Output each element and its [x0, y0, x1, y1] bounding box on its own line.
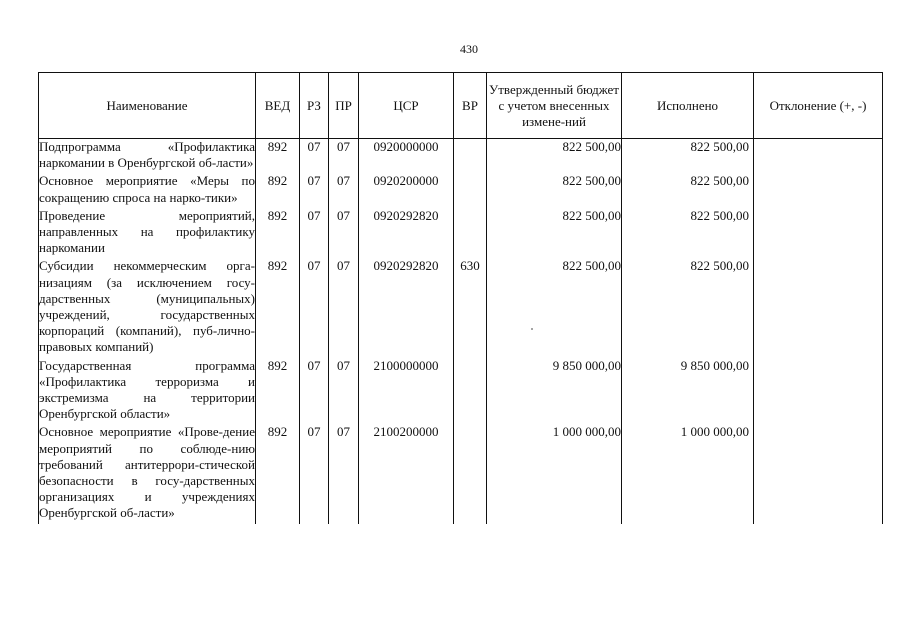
row-pr: 07 — [329, 358, 359, 425]
row-name: Субсидии некоммерческим орга-низациям (за исключением госу-дарственных (муниципальных) учреждений, государственных корпораций (компаний), пуб-лично-правовых компаний) — [39, 258, 256, 357]
row-approved: 822 500,00 — [487, 208, 622, 259]
header-rz: РЗ — [300, 73, 329, 139]
row-executed: 822 500,00 — [622, 258, 754, 357]
row-ved: 892 — [256, 258, 300, 357]
row-vr — [454, 208, 487, 259]
table-row — [39, 208, 883, 259]
row-vr — [454, 424, 487, 523]
row-ved: 892 — [256, 139, 300, 174]
row-deviation — [754, 139, 883, 174]
row-deviation — [754, 208, 883, 259]
row-ved: 892 — [256, 424, 300, 523]
header-pr: ПР — [329, 73, 359, 139]
scan-speck — [531, 328, 533, 330]
row-name: Основное мероприятие «Меры по сокращению спроса на нарко-тики» — [39, 173, 256, 207]
row-rz: 07 — [300, 173, 329, 207]
row-rz: 07 — [300, 258, 329, 357]
table-row — [39, 173, 883, 207]
row-csr: 0920000000 — [359, 139, 454, 174]
row-executed: 9 850 000,00 — [622, 358, 754, 425]
row-rz: 07 — [300, 358, 329, 425]
row-vr — [454, 173, 487, 207]
row-pr: 07 — [329, 258, 359, 357]
row-deviation — [754, 258, 883, 357]
row-approved: 1 000 000,00 — [487, 424, 622, 523]
header-csr: ЦСР — [359, 73, 454, 139]
header-vr: ВР — [454, 73, 487, 139]
row-name: Государственная программа «Профилактика терроризма и экстремизма на территории Оренбургской области» — [39, 358, 256, 425]
row-name: Подпрограмма «Профилактика наркомании в Оренбургской об-ласти» — [39, 139, 256, 174]
row-executed: 822 500,00 — [622, 208, 754, 259]
budget-table — [38, 72, 883, 524]
row-deviation — [754, 173, 883, 207]
row-csr: 0920200000 — [359, 173, 454, 207]
row-rz: 07 — [300, 208, 329, 259]
row-approved: 9 850 000,00 — [487, 358, 622, 425]
table-row — [39, 139, 883, 174]
row-rz: 07 — [300, 139, 329, 174]
row-rz: 07 — [300, 424, 329, 523]
row-name: Основное мероприятие «Прове-дение мероприятий по соблюде-нию требований антитеррори-стической безопасности в госу-дарственных организациях и учреждениях Оренбургской об-ласти» — [39, 424, 256, 523]
row-ved: 892 — [256, 208, 300, 259]
table-header-row — [39, 73, 883, 139]
table-row — [39, 358, 883, 425]
row-pr: 07 — [329, 139, 359, 174]
row-name: Проведение мероприятий, направленных на профилактику наркомании — [39, 208, 256, 259]
row-approved: 822 500,00 — [487, 139, 622, 174]
table-row — [39, 424, 883, 523]
header-name: Наименование — [39, 73, 256, 139]
row-vr: 630 — [454, 258, 487, 357]
row-approved: 822 500,00 — [487, 173, 622, 207]
row-csr: 2100200000 — [359, 424, 454, 523]
row-deviation — [754, 424, 883, 523]
table-row — [39, 258, 883, 357]
header-approved-budget: Утвержденный бюджет с учетом внесенных измене-ний — [487, 73, 622, 139]
header-ved: ВЕД — [256, 73, 300, 139]
row-vr — [454, 139, 487, 174]
page-number: 430 — [460, 42, 478, 56]
header-executed: Исполнено — [622, 73, 754, 139]
header-deviation: Отклонение (+, -) — [754, 73, 883, 139]
row-csr: 2100000000 — [359, 358, 454, 425]
row-pr: 07 — [329, 173, 359, 207]
row-ved: 892 — [256, 173, 300, 207]
row-executed: 1 000 000,00 — [622, 424, 754, 523]
row-csr: 0920292820 — [359, 258, 454, 357]
row-executed: 822 500,00 — [622, 139, 754, 174]
row-vr — [454, 358, 487, 425]
row-pr: 07 — [329, 424, 359, 523]
row-deviation — [754, 358, 883, 425]
row-csr: 0920292820 — [359, 208, 454, 259]
row-executed: 822 500,00 — [622, 173, 754, 207]
row-pr: 07 — [329, 208, 359, 259]
row-ved: 892 — [256, 358, 300, 425]
row-approved: 822 500,00 — [487, 258, 622, 357]
